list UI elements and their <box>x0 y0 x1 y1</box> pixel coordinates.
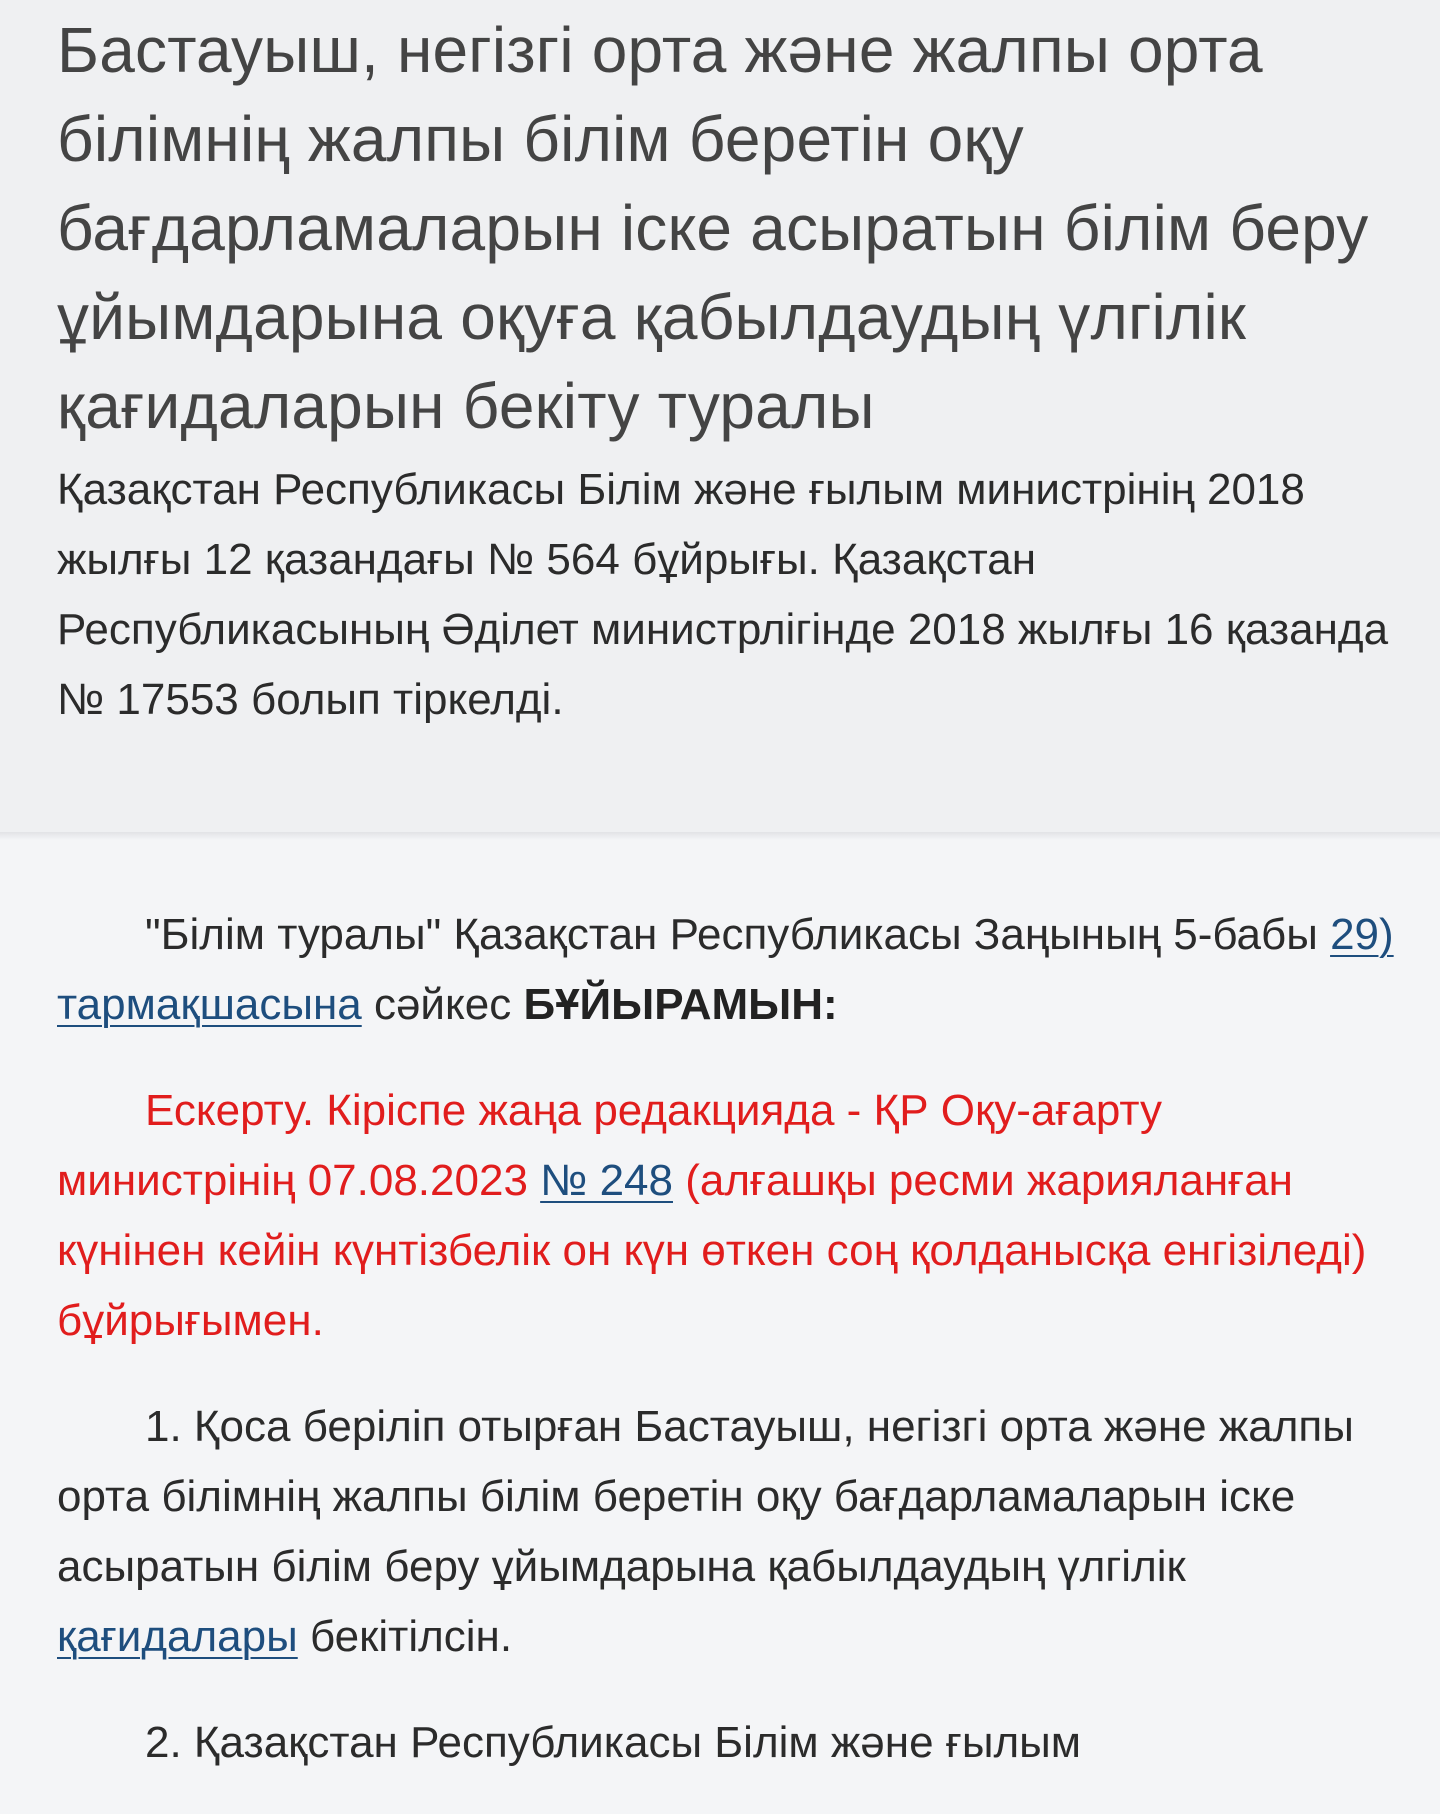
item-1-tail-text: бекітілсін. <box>297 1612 513 1661</box>
document-body <box>0 840 1440 1814</box>
item-2-paragraph: 2. Қазақстан Республикасы Білім және ғылым <box>145 1718 1081 1767</box>
law-article-link[interactable]: 29) тармақшасына <box>57 910 1394 1029</box>
order-248-link[interactable]: № 248 <box>540 1156 673 1205</box>
item-1-text: 1. Қоса беріліп отырған Бастауыш, негізгі орта және жалпы орта білімнің жалпы білім беретін оқу бағдарламаларын іске асыратын білім беру ұйымдарына қабылдаудың үлгілік <box>57 1402 1354 1591</box>
document-title: Бастауыш, негізгі орта және жалпы орта білімнің жалпы білім беретін оқу бағдарламаларын іске асыратын білім беру ұйымдарына оқуға қабылдаудың үлгілік қағидаларын бекіту туралы <box>57 14 1369 442</box>
rules-link[interactable]: қағидалары <box>57 1612 298 1661</box>
amendment-note <box>57 1076 1400 1356</box>
preamble-middle-text: сәйкес <box>361 980 524 1029</box>
preamble-paragraph <box>57 900 1400 1040</box>
document-subtitle: Қазақстан Республикасы Білім және ғылым министрінің 2018 жылғы 12 қазандағы № 564 бұйрығы. Қазақстан Республикасының Әділет министрлігінде 2018 жылғы 16 қазанда № 17553 болып тіркелді. <box>57 465 1389 724</box>
order-keyword: БҰЙЫРАМЫН: <box>523 980 838 1029</box>
header-divider <box>0 832 1440 840</box>
note-tail-text: (алғашқы ресми жарияланған күнінен кейін күнтізбелік он күн өткен соң қолданысқа енгізіледі) бұйрығымен. <box>57 1156 1367 1345</box>
item-1-paragraph <box>57 1392 1400 1672</box>
note-text: Ескерту. Кіріспе жаңа редакцияда - ҚР Оқу-ағарту министрінің 07.08.2023 <box>57 1086 1163 1205</box>
document-header <box>0 0 1440 832</box>
preamble-text: "Білім туралы" Қазақстан Республикасы Заңының 5-бабы <box>145 910 1331 959</box>
